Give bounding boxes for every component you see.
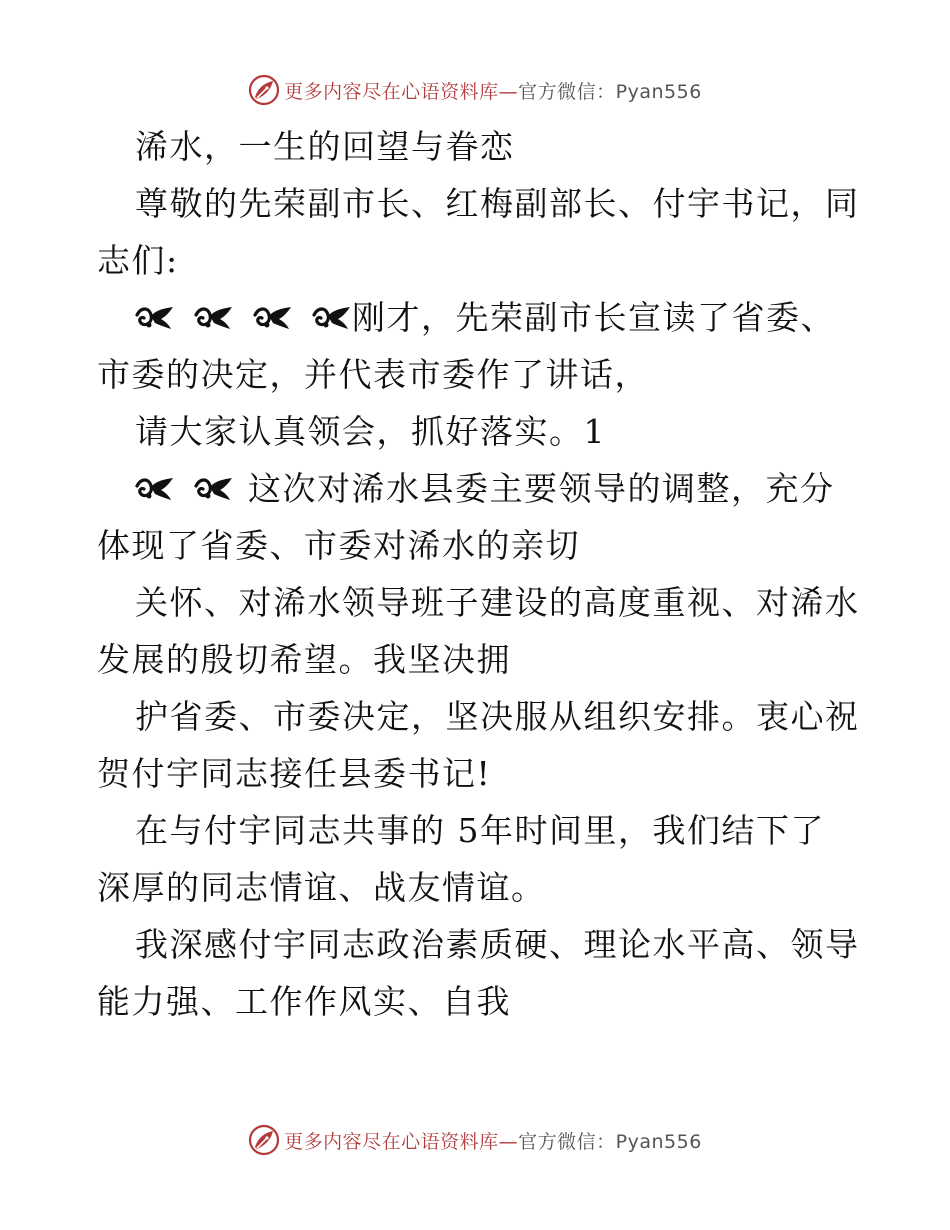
fleuron-ornament-icon bbox=[253, 303, 293, 333]
document-body bbox=[97, 118, 860, 1030]
body-line: 深厚的同志情谊、战友情谊。 bbox=[97, 868, 546, 907]
body-line: 请大家认真领会，抓好落实。1 bbox=[135, 412, 606, 451]
body-text: 这次对浠水县委主要领导的调整，充分 bbox=[248, 469, 835, 508]
body-line: 能力强、工作作风实、自我 bbox=[97, 982, 511, 1021]
header-wechat: 官方微信：Pyan556 bbox=[518, 80, 702, 103]
body-line: 在与付宇同志共事的 5年时间里，我们结下了 bbox=[135, 811, 825, 850]
header-banner bbox=[0, 70, 950, 110]
fleuron-ornament-icon bbox=[194, 474, 234, 504]
body-line: 市委的决定，并代表市委作了讲话， bbox=[97, 355, 649, 394]
body-line: 志们: bbox=[97, 241, 179, 280]
body-line: 关怀、对浠水领导班子建设的高度重视、对浠水 bbox=[135, 583, 860, 622]
body-line: 体现了省委、市委对浠水的亲切 bbox=[97, 526, 580, 565]
fleuron-ornament-icon bbox=[135, 474, 175, 504]
header-banner-text bbox=[284, 77, 702, 104]
body-line-with-ornaments bbox=[97, 460, 857, 517]
body-line: 我深感付宇同志政治素质硬、理论水平高、领导 bbox=[135, 925, 860, 964]
fleuron-ornament-icon bbox=[135, 303, 175, 333]
footer-banner-text bbox=[284, 1127, 702, 1154]
footer-brand: 更多内容尽在心语资料库 bbox=[284, 1130, 499, 1153]
body-line: 护省委、市委决定，坚决服从组织安排。衷心祝 bbox=[135, 697, 860, 736]
body-line-with-ornaments bbox=[97, 289, 857, 346]
footer-banner bbox=[0, 1120, 950, 1160]
body-line: 尊敬的先荣副市长、红梅副部长、付宇书记，同 bbox=[135, 184, 860, 223]
document-title: 浠水，一生的回望与眷恋 bbox=[135, 127, 515, 166]
footer-dash: — bbox=[498, 1130, 519, 1153]
body-line: 发展的殷切希望。我坚决拥 bbox=[97, 640, 511, 679]
pen-nib-logo-icon bbox=[248, 1124, 280, 1156]
fleuron-ornament-icon bbox=[312, 303, 352, 333]
footer-wechat: 官方微信：Pyan556 bbox=[518, 1130, 702, 1153]
body-text: 刚才，先荣副市长宣读了省委、 bbox=[352, 298, 835, 337]
header-brand: 更多内容尽在心语资料库 bbox=[284, 80, 499, 103]
header-dash: — bbox=[498, 80, 519, 103]
fleuron-ornament-icon bbox=[194, 303, 234, 333]
pen-nib-logo-icon bbox=[248, 74, 280, 106]
body-line: 贺付宇同志接任县委书记! bbox=[97, 754, 492, 793]
